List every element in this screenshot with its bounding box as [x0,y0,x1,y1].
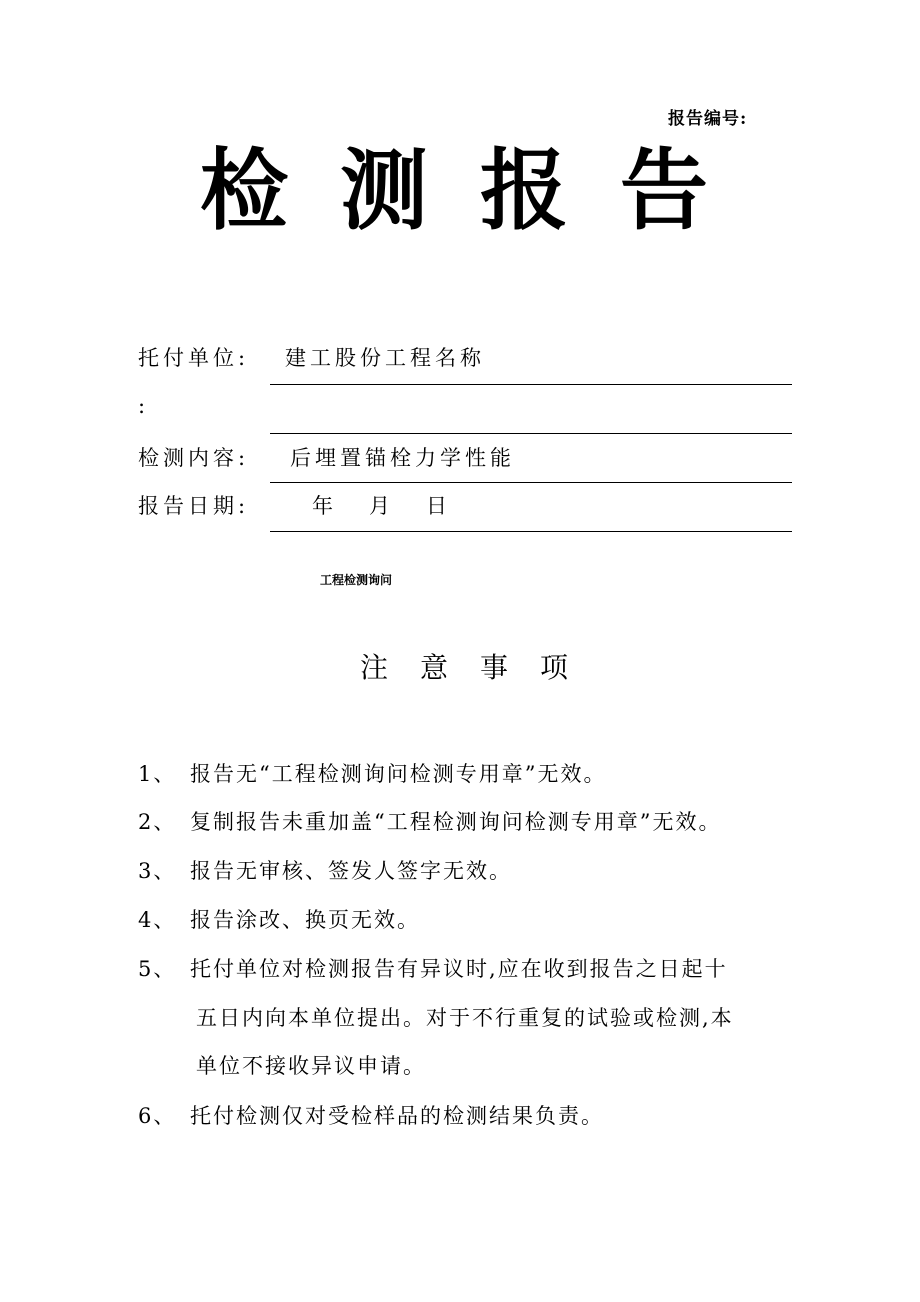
date-underline [270,531,792,532]
notice-item-number: 1、 [138,762,177,786]
content-value: 后埋置锚栓力学性能 [290,446,515,470]
notice-item [138,953,728,983]
notice-title: 注意事项 [360,651,601,684]
notice-item-number: 6、 [138,1104,177,1128]
client-value: 建工股份工程名称 [285,346,485,370]
notice-item-text: 托付检测仅对受检样品的检测结果负责。 [190,1104,604,1128]
project-name-colon: : [138,394,150,418]
notice-item-number: 5、 [138,957,177,981]
page-title: 检测报告 [200,138,761,242]
notice-item-continuation: 单位不接收异议申请。 [196,1054,426,1078]
notice-item [138,1100,604,1130]
company-caption: 工程检测询问 [320,573,393,587]
notice-item-continuation: 五日内向本单位提出。对于不行重复的试验或检测,本 [196,1006,734,1030]
notice-item-text: 托付单位对检测报告有异议时,应在收到报告之日起十 [190,957,728,981]
notice-item [138,758,606,788]
notice-item-text: 报告无“工程检测询问检测专用章”无效。 [190,762,607,786]
date-label: 报告日期: [138,494,250,518]
notice-item-number: 4、 [138,908,177,932]
notice-item-text: 报告无审核、签发人签字无效。 [190,859,512,883]
project-name-underline [270,433,792,434]
notice-item-number: 3、 [138,859,177,883]
notice-item-text: 复制报告未重加盖“工程检测询问检测专用章”无效。 [190,810,722,834]
notice-item [138,806,721,836]
client-underline [270,384,792,385]
content-label: 检测内容: [138,446,250,470]
notice-item [138,855,512,885]
content-underline [270,482,792,483]
client-label: 托付单位: [138,346,250,370]
report-number-label: 报告编号: [668,109,748,129]
notice-item-text: 报告涂改、换页无效。 [190,908,420,932]
notice-item [138,904,420,934]
notice-item-number: 2、 [138,810,177,834]
date-value: 年 月 日 [312,494,452,518]
